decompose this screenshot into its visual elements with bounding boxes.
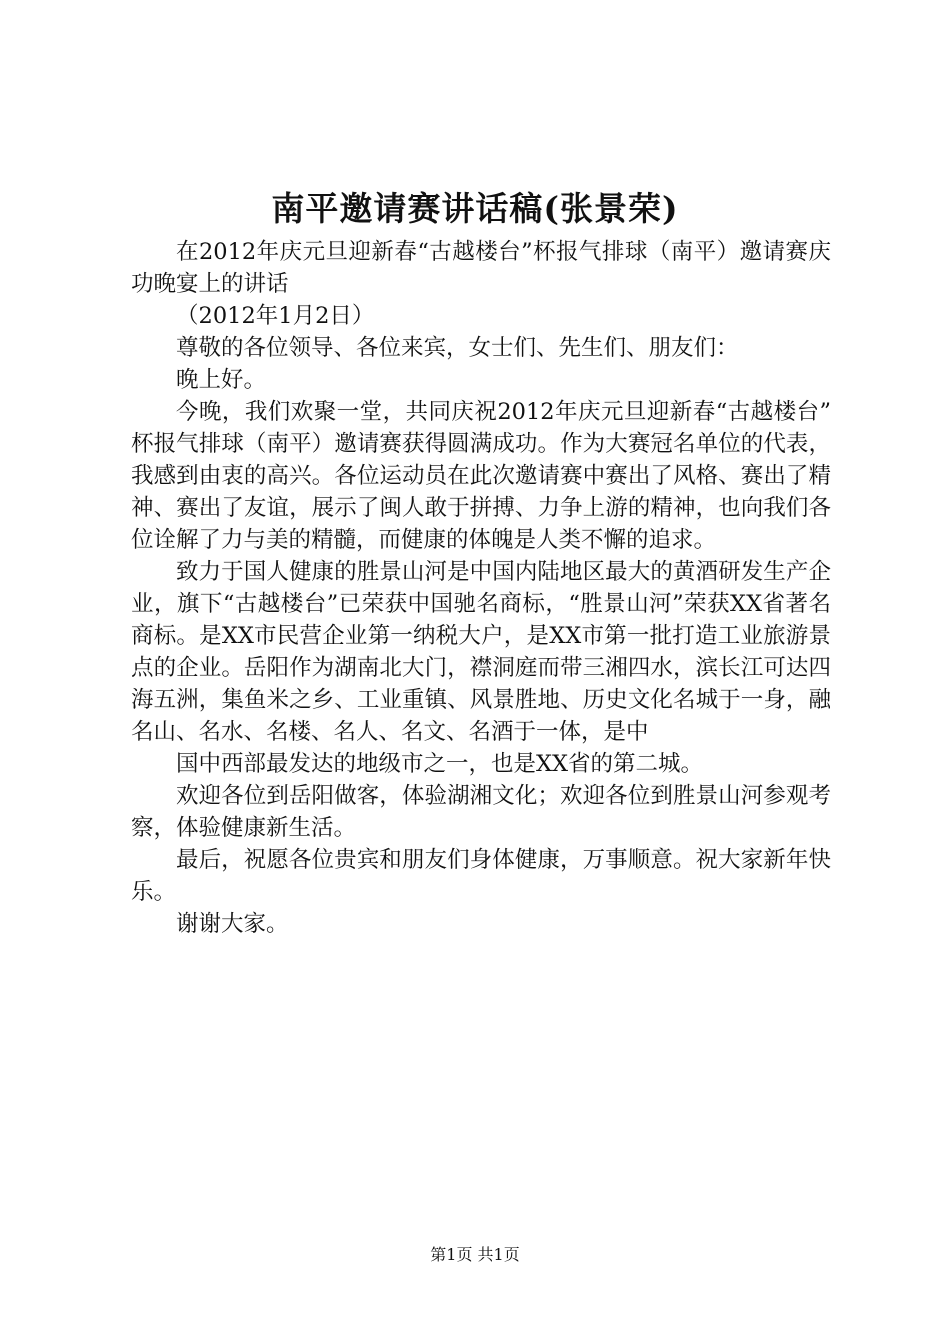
paragraph-city-continued: 国中西部最发达的地级市之一，也是XX省的第二城。 [176,751,704,777]
page-footer: 第1页 共1页 [430,1245,520,1264]
paragraph-heading-line: 在2012年庆元旦迎新春“古越楼台”杯报气排球（南平）邀请赛庆功晚宴上的讲话 [131,239,831,297]
paragraph-company-intro: 致力于国人健康的胜景山河是中国内陆地区最大的黄酒研发生产企业，旗下“古越楼台”已荣获中国驰名商标，“胜景山河”荣获XX省著名商标。是XX市民营企业第一纳税大户，是XX市第一批打造工业旅游景点的企业。岳阳作为湖南北大门，襟洞庭而带三湘四水，滨长江可达四海五洲，集鱼米之乡、工业重镇、风景胜地、历史文化名城于一身，融名山、名水、名楼、名人、名文、名酒于一体，是中 [131,559,831,745]
paragraph-celebration: 今晚，我们欢聚一堂，共同庆祝2012年庆元旦迎新春“古越楼台”杯报气排球（南平）邀请赛获得圆满成功。作为大赛冠名单位的代表，我感到由衷的高兴。各位运动员在此次邀请赛中赛出了风格、赛出了精神、赛出了友谊，展示了闽人敢于拼搏、力争上游的精神，也向我们各位诠解了力与美的精髓，而健康的体魄是人类不懈的追求。 [131,399,831,553]
paragraph-thanks: 谢谢大家。 [176,911,289,937]
paragraph-greeting: 晚上好。 [176,367,267,393]
paragraph-wishes: 最后，祝愿各位贵宾和朋友们身体健康，万事顺意。祝大家新年快乐。 [131,847,831,905]
paragraph-welcome: 欢迎各位到岳阳做客，体验湖湘文化；欢迎各位到胜景山河参观考察，体验健康新生活。 [131,783,831,841]
paragraph-salutation: 尊敬的各位领导、各位来宾，女士们、先生们、朋友们： [176,335,739,361]
paragraph-date: （2012年1月2日） [176,303,375,329]
document-title: 南平邀请赛讲话稿(张景荣) [271,189,679,228]
document-body [131,236,831,940]
